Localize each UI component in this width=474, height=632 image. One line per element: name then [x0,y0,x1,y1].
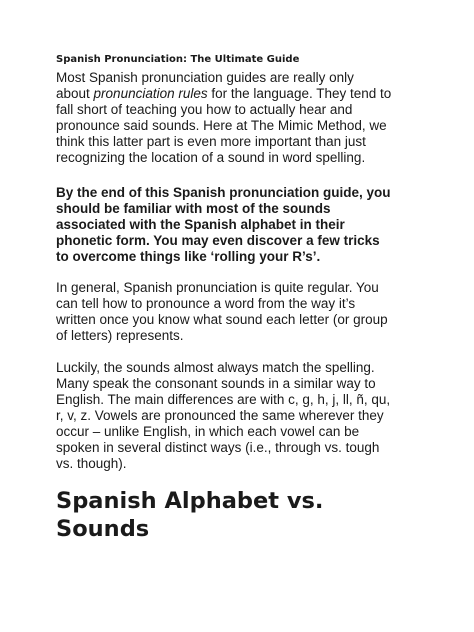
lead-paragraph [56,185,428,265]
general-line: of letters) represents. [56,328,184,343]
section-heading-line: Spanish Alphabet vs. [56,488,324,514]
general-line: written once you know what sound each letter (or group [56,312,388,327]
intro-paragraph [56,70,428,166]
lead-line: should be familiar with most of the sounds [56,201,331,216]
luckily-line: spoken in several distinct ways (i.e., through vs. tough [56,440,380,455]
intro-line: think this latter part is even more important than just [56,134,366,149]
intro-line: pronounce said sounds. Here at The Mimic Method, we [56,118,387,133]
lead-line: By the end of this Spanish pronunciation guide, you [56,185,391,200]
luckily-line: Luckily, the sounds almost always match the spelling. [56,360,375,375]
general-line: can tell how to pronounce a word from the way it’s [56,296,356,311]
luckily-line: vs. though). [56,456,127,471]
lead-line: to overcome things like ‘rolling your R’s’. [56,249,321,264]
luckily-line: Many speak the consonant sounds in a similar way to [56,376,376,391]
luckily-line: occur – unlike English, in which each vowel can be [56,424,360,439]
section-heading-line: Sounds [56,516,150,542]
intro-line-text: about [56,86,94,101]
lead-line: phonetic form. You may even discover a few tricks [56,233,380,248]
document-title: Spanish Pronunciation: The Ultimate Guide [56,54,300,65]
intro-line-text: for the language. They tend to [207,86,392,101]
general-paragraph [56,280,428,344]
intro-line: recognizing the location of a sound in word spelling. [56,150,366,165]
section-heading [56,487,323,543]
intro-line: Most Spanish pronunciation guides are really only [56,70,354,85]
luckily-line: English. The main differences are with c, g, h, j, ll, ñ, qu, [56,392,391,407]
intro-line: fall short of teaching you how to actually hear and [56,102,353,117]
general-line: In general, Spanish pronunciation is quite regular. You [56,280,379,295]
intro-line [56,86,428,102]
italic-term: pronunciation rules [93,86,208,101]
luckily-paragraph [56,360,428,472]
lead-line: associated with the Spanish alphabet in their [56,217,345,232]
luckily-line: r, v, z. Vowels are pronounced the same wherever they [56,408,384,423]
